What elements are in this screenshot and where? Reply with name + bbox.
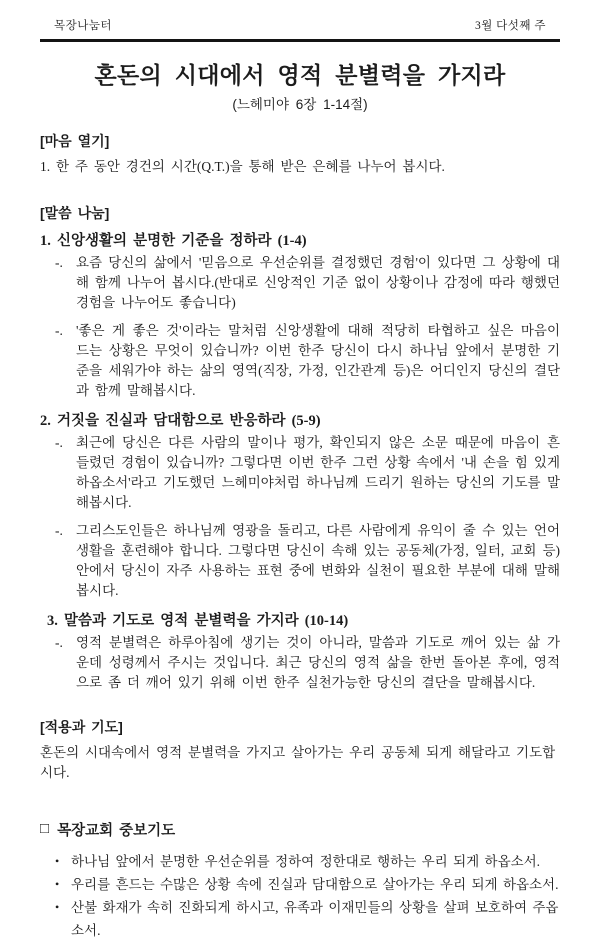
bullet-dot-icon: • [55,900,60,914]
bullet-text: 최근에 당신은 다른 사람의 말이나 평가, 확인되지 않은 소문 때문에 마음이 흔들렸던 경험이 있습니까? 그렇다면 이번 한주 그런 상황 속에서 '내 손을 힘 있게 하옵소서'라고 기도했던 느헤미야처럼 하나님께 드리기 원하는 당신의 기도를 말해봅시다. [76,435,560,510]
bullet-dot-icon: • [55,877,60,891]
bullet-text: 그리스도인들은 하나님께 영광을 돌리고, 다른 사람에게 유익이 줄 수 있는 언어생활을 훈련해야 합니다. 그렇다면 당신이 속해 있는 공동체(가정, 일터, 교회 등) 안에서 당신이 자주 사용하는 표현 중에 변화와 실천이 필요한 부분에 대해 말해 봅시다. [76,523,560,598]
page-header [40,0,560,42]
intercession-list [40,850,560,942]
title-block [0,57,600,113]
topic-2-bullet-2 [40,521,560,601]
intercession-heading-label: 목장교회 중보기도 [57,823,176,839]
header-left-label: 목장나눔터 [54,20,113,32]
topic-1-title: 1. 신앙생활의 분명한 기준을 정하라 (1-4) [40,233,307,249]
bullet-dot-icon: • [55,854,60,868]
intercession-item-1 [55,850,560,873]
section-heading-word-sharing: [말씀 나눔] [40,205,110,221]
dash-marker: -. [55,635,63,650]
bullet-text: 영적 분별력은 하루아침에 생기는 것이 아니라, 말씀과 기도로 깨어 있는 삶 가운데 성령께서 주시는 것입니다. 최근 당신의 영적 삶을 한번 돌아본 후에, 영적으로 좀 더 깨어 있기 위해 이번 한주 실천가능한 당신의 결단을 말해봅시다. [76,635,560,690]
application-prayer-line: 혼돈의 시대속에서 영적 분별력을 가지고 살아가는 우리 공동체 되게 해달라고 기도합시다. [40,745,556,780]
section-heading-mind-opening: [마음 열기] [40,133,110,149]
intercession-item-3 [55,896,560,942]
scripture-reference: (느헤미야 6장 1-14절) [232,97,368,112]
topic-2-title: 2. 거짓을 진실과 담대함으로 반응하라 (5-9) [40,413,321,429]
document-body [40,131,560,942]
header-right-label: 3월 다섯째 주 [474,20,546,32]
dash-marker: -. [55,323,63,338]
dash-marker: -. [55,435,63,450]
bullet-text: '좋은 게 좋은 것'이라는 말처럼 신앙생활에 대해 적당히 타협하고 싶은 마음이 드는 상황은 무엇이 있습니까? 이번 한주 당신이 다시 하나님 앞에서 분명한 기준을 세워가야 하는 삶의 영역(직장, 가정, 인간관계 등)은 어디인지 당신의 결단과 함께 말해봅시다. [76,323,560,398]
intercession-text: 산불 화재가 속히 진화되게 하시고, 유족과 이재민들의 상황을 살펴 보호하여 주옵소서. [71,900,559,938]
intercession-text: 하나님 앞에서 분명한 우선순위를 정하여 정한대로 행하는 우리 되게 하옵소서. [71,854,541,869]
section-heading-application-prayer: [적용과 기도] [40,719,123,735]
intercession-item-2 [55,873,560,896]
bullet-text: 요즘 당신의 삶에서 '믿음으로 우선순위를 결정했던 경험'이 있다면 그 상황에 대해 함께 나누어 봅시다.(반대로 신앙적인 기준 없이 상황이나 감정에 따라 행했던 경험을 나누어도 좋습니다) [76,255,560,310]
mind-opening-question: 1. 한 주 동안 경건의 시간(Q.T.)을 통해 받은 은혜를 나누어 봅시다. [40,159,445,174]
topic-2-bullet-1 [40,433,560,513]
intercession-text: 우리를 흔드는 수많은 상황 속에 진실과 담대함으로 살아가는 우리 되게 하옵소서. [71,877,559,892]
intercession-section [40,819,560,942]
page-title: 혼돈의 시대에서 영적 분별력을 가지라 [94,62,506,88]
intercession-heading [40,819,560,840]
checkbox-icon: □ [40,820,50,837]
topic-3-title: 3. 말씀과 기도로 영적 분별력을 가지라 (10-14) [47,613,349,629]
topic-3-bullet-1 [40,633,560,693]
topic-1-bullet-1 [40,253,560,313]
topic-1-bullet-2 [40,321,560,401]
dash-marker: -. [55,523,63,538]
dash-marker: -. [55,255,63,270]
